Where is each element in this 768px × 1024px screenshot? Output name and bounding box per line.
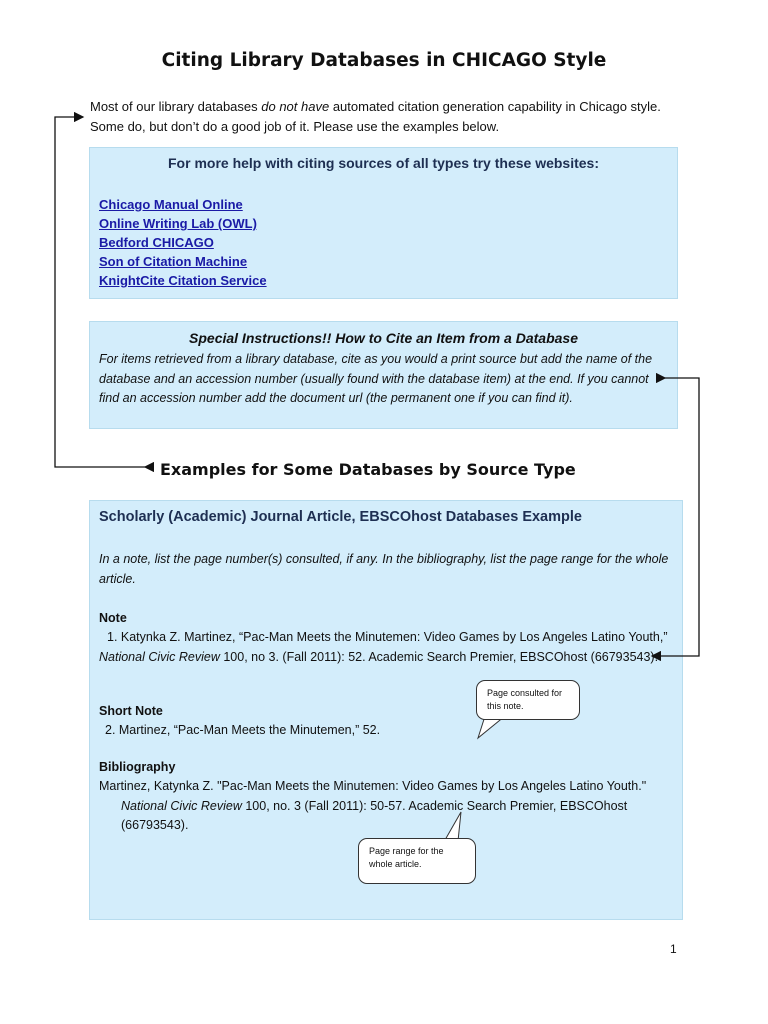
special-instructions-box: [89, 321, 678, 429]
note-citation: [99, 628, 669, 667]
special-heading: Special Instructions!! How to Cite an Item from a Database: [189, 330, 578, 346]
page-number: 1: [670, 942, 677, 956]
note-text-b: 100, no 3. (Fall 2011): 52. Academic Search Premier, EBSCOhost (66793543).: [219, 649, 659, 664]
examples-section-title: Examples for Some Databases by Source Type: [160, 460, 576, 479]
callout-page-consulted: Page consulted for this note.: [476, 680, 580, 720]
note-label: Note: [99, 611, 127, 625]
link-son-of-citation-machine[interactable]: Son of Citation Machine: [99, 254, 248, 269]
short-note-label: Short Note: [99, 704, 163, 718]
bib-journal: National Civic Review: [121, 798, 242, 813]
link-chicago-manual-online[interactable]: Chicago Manual Online: [99, 197, 243, 212]
link-owl[interactable]: Online Writing Lab (OWL): [99, 216, 257, 231]
example-instructions: In a note, list the page number(s) consulted, if any. In the bibliography, list the page range for the whole article.: [99, 552, 669, 586]
page-title: Citing Library Databases in CHICAGO Style: [161, 50, 607, 71]
link-bedford-chicago[interactable]: Bedford CHICAGO: [99, 235, 214, 250]
callout-page-range: Page range for the whole article.: [358, 838, 476, 884]
help-links-list: [99, 195, 267, 290]
example-heading: Scholarly (Academic) Journal Article, EBSCOhost Databases Example: [99, 509, 582, 525]
bibliography-citation: [99, 777, 681, 836]
intro-paragraph: [90, 97, 680, 137]
note-text-a: 1. Katynka Z. Martinez, “Pac-Man Meets the Minutemen: Video Games by Los Angeles Latino Youth,”: [107, 630, 668, 644]
help-box-heading: For more help with citing sources of all types try these websites:: [168, 155, 599, 171]
bib-text-a: Martinez, Katynka Z. "Pac-Man Meets the Minutemen: Video Games by Los Angeles Latino Youth.": [99, 779, 647, 793]
help-websites-box: [89, 147, 678, 299]
intro-emphasis: do not have: [261, 99, 330, 114]
note-journal: National Civic Review: [99, 649, 220, 664]
link-knightcite[interactable]: KnightCite Citation Service: [99, 273, 267, 288]
intro-post: automated citation generation capability in Chicago style. Some do, but don’t do a good job of it. Please use the examples below.: [90, 99, 661, 134]
bib-text-b: 100, no. 3 (Fall 2011): 50-57. Academic Search Premier, EBSCOhost (66793543).: [121, 798, 628, 832]
bibliography-label: Bibliography: [99, 760, 176, 774]
short-note-citation: 2. Martinez, “Pac-Man Meets the Minutemen,” 52.: [105, 723, 381, 737]
intro-pre: Most of our library databases: [90, 99, 262, 114]
special-body: For items retrieved from a library database, cite as you would a print source but add the name of the database and an accession number (usually found with the database item) at the end. If you cannot find an accession number add the document url (the permanent one if you can find it).: [99, 352, 653, 405]
